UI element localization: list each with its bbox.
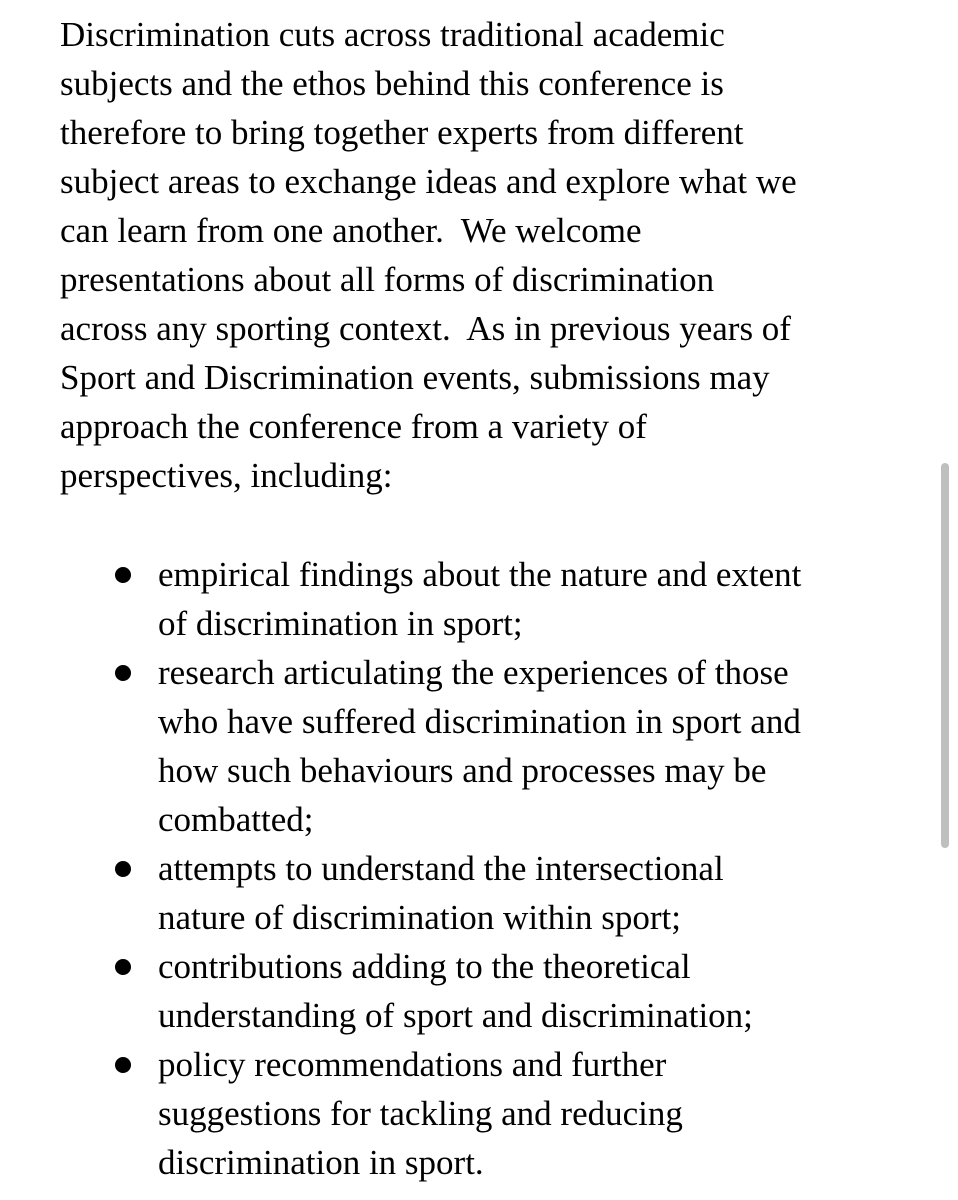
list-item-line: nature of discrimination within sport; <box>158 898 681 937</box>
list-item-text <box>158 942 918 1040</box>
intro-line: therefore to bring together experts from different <box>60 113 744 152</box>
intro-line: across any sporting context. As in previous years of <box>60 309 791 348</box>
bullet-icon <box>115 665 131 681</box>
intro-paragraph <box>60 10 920 500</box>
list-item-text <box>158 1040 918 1187</box>
list-item-line: suggestions for tackling and reducing <box>158 1094 683 1133</box>
list-item-line: research articulating the experiences of those <box>158 653 789 692</box>
document-body <box>60 10 920 1182</box>
list-item-text <box>158 844 918 942</box>
list-item-line: empirical findings about the nature and extent <box>158 555 802 594</box>
list-item-line: how such behaviours and processes may be <box>158 751 767 790</box>
list-item-text <box>158 648 918 844</box>
list-item-line: discrimination in sport. <box>158 1143 484 1182</box>
list-item-line: policy recommendations and further <box>158 1045 667 1084</box>
list-item-text <box>158 550 918 648</box>
list-item-line: attempts to understand the intersectional <box>158 849 724 888</box>
bullet-icon <box>115 567 131 583</box>
bullet-icon <box>115 861 131 877</box>
intro-line: can learn from one another. We welcome <box>60 211 642 250</box>
intro-line: Sport and Discrimination events, submissions may <box>60 358 770 397</box>
bullet-icon <box>115 959 131 975</box>
list-item-line: understanding of sport and discrimination; <box>158 996 753 1035</box>
intro-line: presentations about all forms of discrimination <box>60 260 715 299</box>
list-item-line: combatted; <box>158 800 314 839</box>
intro-line: approach the conference from a variety of <box>60 407 647 446</box>
vertical-scrollbar[interactable] <box>941 463 949 848</box>
list-item-line: of discrimination in sport; <box>158 604 523 643</box>
list-item-line: who have suffered discrimination in sport and <box>158 702 801 741</box>
intro-line: perspectives, including: <box>60 456 393 495</box>
intro-line: Discrimination cuts across traditional academic <box>60 15 725 54</box>
intro-line: subjects and the ethos behind this conference is <box>60 64 724 103</box>
intro-line: subject areas to exchange ideas and explore what we <box>60 162 797 201</box>
list-item-line: contributions adding to the theoretical <box>158 947 691 986</box>
bullet-icon <box>115 1057 131 1073</box>
